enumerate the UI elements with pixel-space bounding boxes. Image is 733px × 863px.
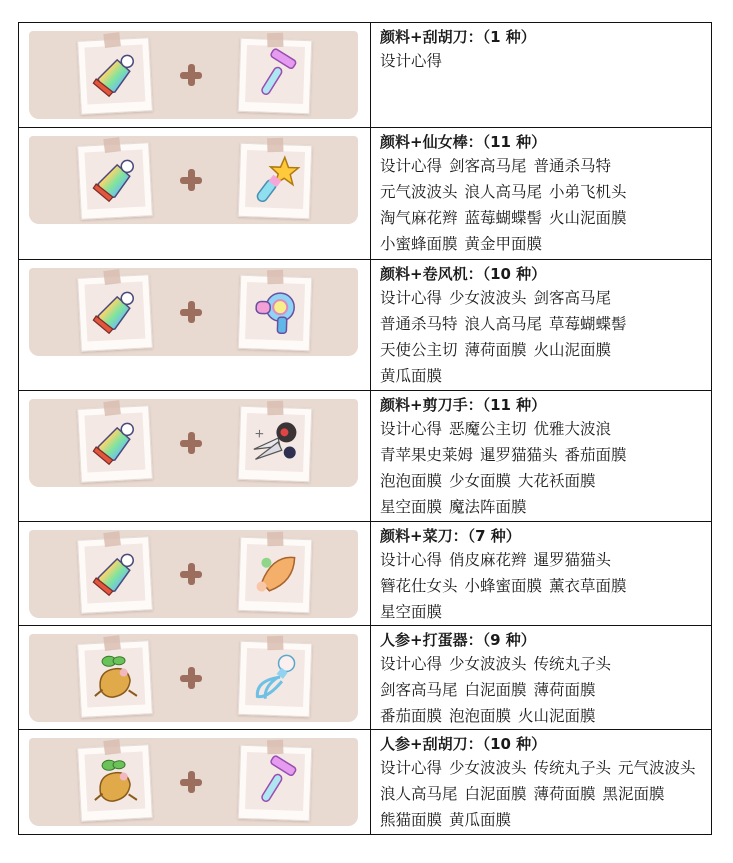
tape-icon bbox=[103, 32, 121, 48]
result-item: 俏皮麻花辫 bbox=[449, 551, 527, 569]
plus-icon bbox=[180, 563, 202, 585]
recipe-text-cell bbox=[371, 260, 712, 391]
paint-tube-icon bbox=[87, 546, 144, 603]
result-item: 设计心得 bbox=[380, 420, 443, 438]
result-item: 黄瓜面膜 bbox=[380, 367, 443, 385]
result-item: 设计心得 bbox=[380, 655, 443, 673]
recipe-banner bbox=[29, 399, 358, 487]
result-item: 熊猫面膜 bbox=[380, 811, 443, 829]
recipe-image-cell bbox=[19, 391, 371, 522]
result-item: 星空面膜 bbox=[380, 603, 443, 621]
recipe-results bbox=[380, 547, 703, 625]
recipe-title: 颜料+卷风机：（10 种） bbox=[380, 265, 547, 283]
recipe-banner bbox=[29, 31, 358, 119]
tape-icon bbox=[267, 636, 283, 651]
tape-icon bbox=[267, 270, 283, 285]
recipe-banner bbox=[29, 530, 358, 618]
result-item: 浪人高马尾 bbox=[380, 785, 458, 803]
ingredient-card-b bbox=[238, 641, 313, 717]
result-item: 恶魔公主切 bbox=[449, 420, 527, 438]
recipe-text-cell bbox=[371, 522, 712, 626]
result-item: 小弟飞机头 bbox=[549, 183, 627, 201]
ginseng-icon bbox=[87, 650, 144, 707]
recipe-row bbox=[19, 522, 712, 626]
tape-icon bbox=[103, 531, 121, 547]
result-item: 大花袄面膜 bbox=[518, 472, 596, 490]
result-item: 白泥面膜 bbox=[464, 785, 527, 803]
result-item: 设计心得 bbox=[380, 52, 443, 70]
result-item: 黄瓜面膜 bbox=[449, 811, 512, 829]
ingredient-card-b bbox=[238, 275, 313, 351]
recipe-title: 人参+打蛋器：（9 种） bbox=[380, 631, 536, 649]
recipe-banner bbox=[29, 634, 358, 722]
result-item: 传统丸子头 bbox=[533, 759, 612, 777]
recipe-results bbox=[380, 755, 703, 833]
result-item: 浪人高马尾 bbox=[464, 183, 543, 201]
tape-icon bbox=[267, 532, 283, 547]
recipe-row bbox=[19, 23, 712, 128]
recipe-title: 颜料+剪刀手：（11 种） bbox=[380, 396, 547, 414]
result-item: 火山泥面膜 bbox=[549, 209, 627, 227]
result-item: 淘气麻花辫 bbox=[380, 209, 458, 227]
result-item: 剑客高马尾 bbox=[380, 681, 458, 699]
result-item: 草莓蝴蝶髻 bbox=[549, 315, 627, 333]
recipe-title: 颜料+菜刀：（7 种） bbox=[380, 527, 521, 545]
recipe-image-cell bbox=[19, 260, 371, 391]
result-item: 黑泥面膜 bbox=[602, 785, 665, 803]
hair-dryer-icon bbox=[247, 284, 303, 340]
result-item: 泡泡面膜 bbox=[380, 472, 443, 490]
tape-icon bbox=[267, 138, 283, 153]
razor-icon bbox=[247, 47, 303, 103]
result-item: 少女面膜 bbox=[449, 472, 512, 490]
svg-text:+: + bbox=[254, 426, 265, 441]
result-item: 暹罗猫猫头 bbox=[480, 446, 558, 464]
recipe-title: 人参+刮胡刀：（10 种） bbox=[380, 735, 547, 753]
result-item: 番茄面膜 bbox=[564, 446, 627, 464]
ingredient-card-a bbox=[77, 640, 153, 718]
result-item: 青苹果史莱姆 bbox=[380, 446, 474, 464]
tape-icon bbox=[103, 137, 121, 153]
result-item: 番茄面膜 bbox=[380, 707, 443, 725]
scissor-hand-icon bbox=[247, 415, 303, 471]
result-item: 泡泡面膜 bbox=[449, 707, 512, 725]
recipe-results bbox=[380, 416, 703, 520]
recipe-results bbox=[380, 153, 703, 257]
result-item: 火山泥面膜 bbox=[533, 341, 612, 359]
result-item: 元气波波头 bbox=[618, 759, 696, 777]
ingredient-card-b bbox=[238, 406, 313, 482]
result-item: 普通杀马特 bbox=[533, 157, 612, 175]
result-item: 少女波波头 bbox=[449, 655, 527, 673]
recipe-title: 颜料+刮胡刀：（1 种） bbox=[380, 28, 536, 46]
ingredient-card-a bbox=[77, 274, 153, 352]
plus-icon bbox=[180, 301, 202, 323]
ingredient-card-a bbox=[77, 405, 153, 483]
whisk-icon bbox=[247, 650, 303, 706]
result-item: 设计心得 bbox=[380, 289, 443, 307]
plus-icon bbox=[180, 169, 202, 191]
result-item: 暹罗猫猫头 bbox=[533, 551, 612, 569]
recipe-results bbox=[380, 651, 703, 729]
recipe-text-cell bbox=[371, 128, 712, 260]
ingredient-card-b bbox=[238, 745, 313, 821]
result-item: 小蜂蜜面膜 bbox=[464, 577, 543, 595]
result-item: 星空面膜 bbox=[380, 498, 443, 516]
result-item: 火山泥面膜 bbox=[518, 707, 596, 725]
ingredient-card-a bbox=[77, 744, 153, 822]
result-item: 优雅大波浪 bbox=[533, 420, 612, 438]
recipe-image-cell bbox=[19, 730, 371, 835]
paint-tube-icon bbox=[87, 152, 144, 209]
plus-icon bbox=[180, 771, 202, 793]
result-item: 元气波波头 bbox=[380, 183, 458, 201]
recipe-row bbox=[19, 626, 712, 730]
result-item: 设计心得 bbox=[380, 759, 443, 777]
result-item: 小蜜蜂面膜 bbox=[380, 235, 458, 253]
ingredient-card-b bbox=[238, 143, 313, 219]
ingredient-card-a bbox=[77, 142, 153, 220]
result-item: 剑客高马尾 bbox=[533, 289, 612, 307]
recipe-text-cell bbox=[371, 730, 712, 835]
tape-icon bbox=[103, 635, 121, 651]
tape-icon bbox=[267, 33, 283, 48]
result-item: 传统丸子头 bbox=[533, 655, 612, 673]
recipe-table bbox=[18, 22, 712, 835]
paint-tube-icon bbox=[87, 415, 144, 472]
recipe-banner bbox=[29, 136, 358, 224]
fairy-wand-icon bbox=[247, 152, 303, 208]
recipe-image-cell bbox=[19, 23, 371, 128]
recipe-title: 颜料+仙女棒：（11 种） bbox=[380, 133, 547, 151]
result-item: 黄金甲面膜 bbox=[464, 235, 543, 253]
result-item: 天使公主切 bbox=[380, 341, 458, 359]
plus-icon bbox=[180, 64, 202, 86]
result-item: 簪花仕女头 bbox=[380, 577, 458, 595]
tape-icon bbox=[103, 400, 121, 416]
recipe-row bbox=[19, 260, 712, 391]
result-item: 普通杀马特 bbox=[380, 315, 458, 333]
result-item: 白泥面膜 bbox=[464, 681, 527, 699]
paint-tube-icon bbox=[87, 284, 144, 341]
tape-icon bbox=[267, 401, 283, 416]
tape-icon bbox=[267, 740, 283, 755]
tape-icon bbox=[103, 739, 121, 755]
recipe-results bbox=[380, 48, 703, 74]
recipe-row bbox=[19, 730, 712, 835]
recipe-results bbox=[380, 285, 703, 389]
ginseng-icon bbox=[87, 754, 144, 811]
result-item: 蓝莓蝴蝶髻 bbox=[464, 209, 543, 227]
recipe-row bbox=[19, 391, 712, 522]
result-item: 少女波波头 bbox=[449, 759, 527, 777]
recipe-image-cell bbox=[19, 128, 371, 260]
recipe-banner bbox=[29, 738, 358, 826]
razor-icon bbox=[247, 754, 303, 810]
result-item: 设计心得 bbox=[380, 551, 443, 569]
result-item: 少女波波头 bbox=[449, 289, 527, 307]
plus-icon bbox=[180, 432, 202, 454]
result-item: 薰衣草面膜 bbox=[549, 577, 627, 595]
result-item: 设计心得 bbox=[380, 157, 443, 175]
plus-icon bbox=[180, 667, 202, 689]
recipe-text-cell bbox=[371, 391, 712, 522]
result-item: 薄荷面膜 bbox=[533, 681, 596, 699]
ingredient-card-a bbox=[77, 536, 153, 614]
result-item: 薄荷面膜 bbox=[533, 785, 596, 803]
tape-icon bbox=[103, 269, 121, 285]
result-item: 剑客高马尾 bbox=[449, 157, 527, 175]
result-item: 薄荷面膜 bbox=[464, 341, 527, 359]
recipe-image-cell bbox=[19, 522, 371, 626]
kitchen-knife-icon bbox=[247, 546, 303, 602]
paint-tube-icon bbox=[87, 47, 144, 104]
recipe-text-cell bbox=[371, 23, 712, 128]
result-item: 浪人高马尾 bbox=[464, 315, 543, 333]
recipe-text-cell bbox=[371, 626, 712, 730]
recipe-image-cell bbox=[19, 626, 371, 730]
ingredient-card-b bbox=[238, 537, 313, 613]
recipe-banner bbox=[29, 268, 358, 356]
ingredient-card-a bbox=[77, 37, 153, 115]
recipe-row bbox=[19, 128, 712, 260]
result-item: 魔法阵面膜 bbox=[449, 498, 527, 516]
ingredient-card-b bbox=[238, 38, 313, 114]
